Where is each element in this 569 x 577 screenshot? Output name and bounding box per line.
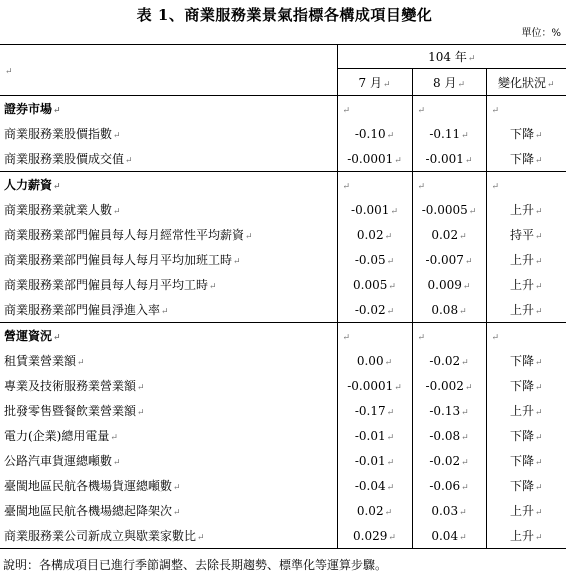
value-august: -0.11↵ bbox=[412, 121, 486, 146]
table-row bbox=[0, 523, 566, 549]
value-august: -0.007↵ bbox=[412, 247, 486, 272]
table-row bbox=[0, 146, 566, 172]
row-label: 專業及技術服務業營業額↵ bbox=[4, 379, 145, 393]
row-label: 商業服務業部門僱員每人每月經常性平均薪資↵ bbox=[4, 228, 253, 242]
empty-cell: ↵ bbox=[337, 323, 412, 349]
value-july: 0.029↵ bbox=[337, 523, 412, 549]
value-july: 0.02↵ bbox=[337, 498, 412, 523]
table-row bbox=[0, 297, 566, 323]
row-label: 批發零售暨餐飲業營業額↵ bbox=[4, 404, 145, 418]
header-empty-cell: ↵ bbox=[0, 45, 337, 96]
value-august: 0.03↵ bbox=[412, 498, 486, 523]
change-status: 下降↵ bbox=[486, 348, 566, 373]
value-august: 0.04↵ bbox=[412, 523, 486, 549]
change-status: 下降↵ bbox=[486, 146, 566, 172]
footnote: 說明：各構成項目已進行季節調整、去除長期趨勢、標準化等運算步驟。 bbox=[3, 558, 388, 572]
value-july: -0.02↵ bbox=[337, 297, 412, 323]
change-status: 上升↵ bbox=[486, 197, 566, 222]
table-row bbox=[0, 473, 566, 498]
empty-cell: ↵ bbox=[486, 96, 566, 122]
section-title: 證券市場↵ bbox=[0, 96, 337, 122]
empty-cell: ↵ bbox=[337, 96, 412, 122]
header-year: 104 年↵ bbox=[337, 45, 566, 69]
header-month-8: 8 月↵ bbox=[412, 69, 486, 96]
empty-cell: ↵ bbox=[337, 172, 412, 198]
change-status: 上升↵ bbox=[486, 297, 566, 323]
row-label: 商業服務業部門僱員每人每月平均工時↵ bbox=[4, 278, 217, 292]
row-label: 商業服務業公司新成立與歇業家數比↵ bbox=[0, 523, 337, 549]
table-row bbox=[0, 398, 566, 423]
header-row-year bbox=[0, 45, 566, 69]
indicator-table bbox=[0, 44, 566, 549]
value-august: -0.02↵ bbox=[412, 448, 486, 473]
empty-cell: ↵ bbox=[412, 323, 486, 349]
row-label: 臺閩地區民航各機場總起降架次↵ bbox=[4, 504, 181, 518]
section-header-row bbox=[0, 96, 566, 122]
value-july: -0.10↵ bbox=[337, 121, 412, 146]
empty-cell: ↵ bbox=[412, 172, 486, 198]
value-july: -0.17↵ bbox=[337, 398, 412, 423]
unit-label: 單位：% bbox=[521, 28, 561, 39]
value-july: -0.04↵ bbox=[337, 473, 412, 498]
change-status: 下降↵ bbox=[486, 373, 566, 398]
value-august: -0.06↵ bbox=[412, 473, 486, 498]
value-july: -0.01↵ bbox=[337, 448, 412, 473]
value-august: -0.0005↵ bbox=[412, 197, 486, 222]
change-status: 上升↵ bbox=[486, 247, 566, 272]
value-july: -0.01↵ bbox=[337, 423, 412, 448]
header-change-status: 變化狀況↵ bbox=[486, 69, 566, 96]
change-status: 上升↵ bbox=[486, 523, 566, 549]
value-august: -0.001↵ bbox=[412, 146, 486, 172]
row-label: 租賃業營業額↵ bbox=[4, 354, 85, 368]
row-label: 臺閩地區民航各機場貨運總噸數↵ bbox=[4, 479, 181, 493]
value-august: 0.02↵ bbox=[412, 222, 486, 247]
row-label: 商業服務業部門僱員每人每月平均加班工時↵ bbox=[4, 253, 241, 267]
value-august: 0.009↵ bbox=[412, 272, 486, 297]
table-row bbox=[0, 197, 566, 222]
table-row bbox=[0, 423, 566, 448]
table-body bbox=[0, 96, 566, 549]
change-status: 下降↵ bbox=[486, 423, 566, 448]
table-row bbox=[0, 247, 566, 272]
section-title: 營運資況↵ bbox=[0, 323, 337, 349]
table-row bbox=[0, 272, 566, 297]
table-row bbox=[0, 222, 566, 247]
change-status: 下降↵ bbox=[486, 473, 566, 498]
row-label: 商業服務業就業人數↵ bbox=[4, 203, 121, 217]
change-status: 上升↵ bbox=[486, 272, 566, 297]
value-august: 0.08↵ bbox=[412, 297, 486, 323]
change-status: 上升↵ bbox=[486, 398, 566, 423]
row-label: 商業服務業部門僱員淨進入率↵ bbox=[4, 303, 169, 317]
value-august: -0.02↵ bbox=[412, 348, 486, 373]
change-status: 持平↵ bbox=[486, 222, 566, 247]
value-august: -0.08↵ bbox=[412, 423, 486, 448]
section-header-row bbox=[0, 323, 566, 349]
section-title: 人力薪資↵ bbox=[0, 172, 337, 198]
value-july: -0.001↵ bbox=[337, 197, 412, 222]
change-status: 上升↵ bbox=[486, 498, 566, 523]
row-label: 公路汽車貨運總噸數↵ bbox=[4, 454, 121, 468]
value-august: -0.13↵ bbox=[412, 398, 486, 423]
value-july: 0.005↵ bbox=[337, 272, 412, 297]
row-label: 電力(企業)總用電量↵ bbox=[4, 429, 118, 443]
table-row bbox=[0, 448, 566, 473]
table-row bbox=[0, 373, 566, 398]
table-title: 表 1、商業服務業景氣指標各構成項目變化 bbox=[136, 6, 433, 24]
value-july: -0.05↵ bbox=[337, 247, 412, 272]
empty-cell: ↵ bbox=[486, 323, 566, 349]
row-label: 商業服務業股價成交值↵ bbox=[4, 152, 133, 166]
change-status: 下降↵ bbox=[486, 121, 566, 146]
value-july: -0.0001↵ bbox=[337, 146, 412, 172]
table-row bbox=[0, 121, 566, 146]
empty-cell: ↵ bbox=[486, 172, 566, 198]
value-july: -0.0001↵ bbox=[337, 373, 412, 398]
value-july: 0.02↵ bbox=[337, 222, 412, 247]
table-row bbox=[0, 348, 566, 373]
value-july: 0.00↵ bbox=[337, 348, 412, 373]
value-august: -0.002↵ bbox=[412, 373, 486, 398]
empty-cell: ↵ bbox=[412, 96, 486, 122]
change-status: 下降↵ bbox=[486, 448, 566, 473]
row-label: 商業服務業股價指數↵ bbox=[4, 127, 121, 141]
section-header-row bbox=[0, 172, 566, 198]
header-month-7: 7 月↵ bbox=[337, 69, 412, 96]
table-row bbox=[0, 498, 566, 523]
